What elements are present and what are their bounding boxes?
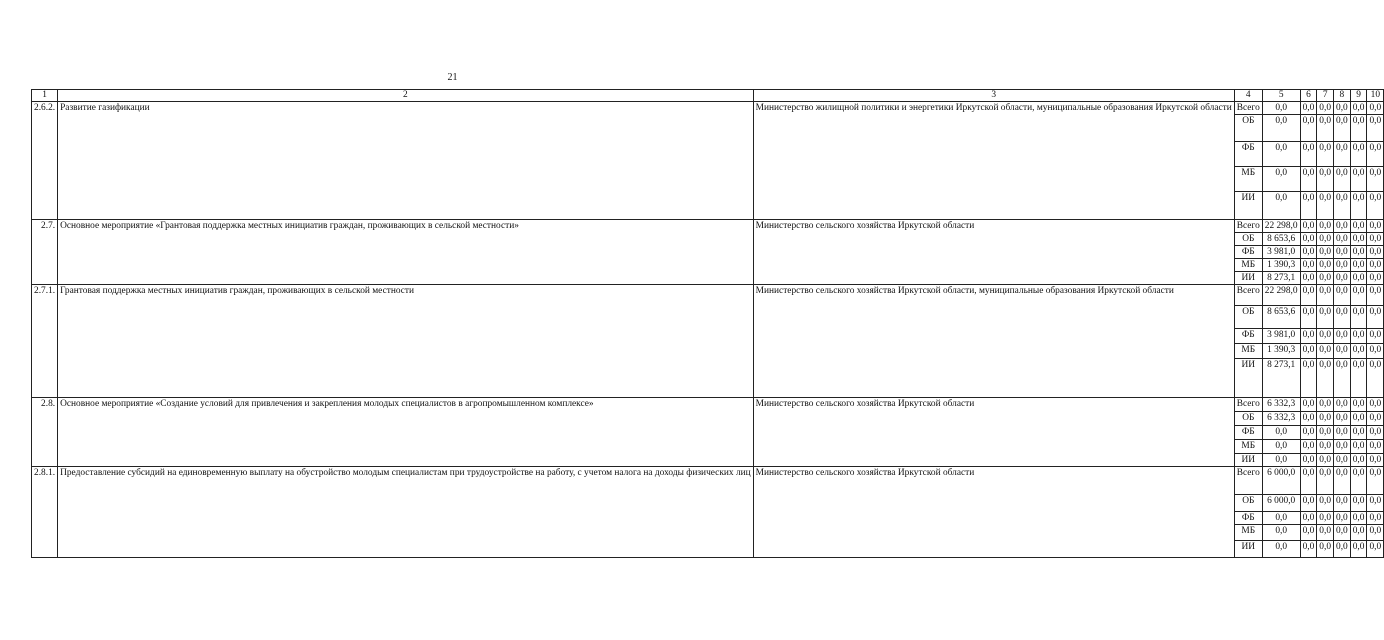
amount-cell: 0,0: [1334, 344, 1351, 359]
funding-source: ОБ: [1234, 233, 1262, 246]
amount-cell: 0,0: [1367, 220, 1384, 233]
amount-cell: 0,0: [1300, 541, 1317, 558]
amount-cell: 0,0: [1262, 541, 1300, 558]
amount-cell: 0,0: [1334, 220, 1351, 233]
amount-cell: 0,0: [1317, 398, 1334, 412]
amount-cell: 0,0: [1300, 412, 1317, 426]
amount-cell: 0,0: [1334, 454, 1351, 467]
amount-cell: 0,0: [1367, 359, 1384, 398]
amount-cell: 0,0: [1367, 454, 1384, 467]
amount-cell: 0,0: [1367, 512, 1384, 525]
amount-cell: 0,0: [1334, 246, 1351, 259]
amount-cell: 6 000,0: [1262, 467, 1300, 495]
amount-cell: 0,0: [1350, 329, 1367, 344]
amount-cell: 0,0: [1317, 512, 1334, 525]
amount-cell: 0,0: [1317, 259, 1334, 272]
amount-cell: 3 981,0: [1262, 246, 1300, 259]
amount-cell: 0,0: [1350, 192, 1367, 220]
amount-cell: 0,0: [1334, 192, 1351, 220]
amount-cell: 0,0: [1367, 467, 1384, 495]
row-code: 2.6.2.: [32, 102, 58, 220]
amount-cell: 0,0: [1367, 272, 1384, 285]
column-header: 10: [1367, 90, 1384, 102]
amount-cell: 0,0: [1350, 467, 1367, 495]
amount-cell: 0,0: [1334, 412, 1351, 426]
amount-cell: 0,0: [1367, 259, 1384, 272]
funding-source: ОБ: [1234, 306, 1262, 329]
column-header: 6: [1300, 90, 1317, 102]
amount-cell: 0,0: [1350, 102, 1367, 115]
funding-source: ОБ: [1234, 115, 1262, 142]
amount-cell: 0,0: [1350, 359, 1367, 398]
amount-cell: 0,0: [1317, 525, 1334, 541]
amount-cell: 0,0: [1300, 512, 1317, 525]
amount-cell: 0,0: [1317, 306, 1334, 329]
amount-cell: 0,0: [1334, 142, 1351, 167]
amount-cell: 0,0: [1317, 167, 1334, 192]
amount-cell: 0,0: [1367, 167, 1384, 192]
amount-cell: 0,0: [1317, 541, 1334, 558]
page-number: 21: [447, 72, 458, 83]
measure-name: Основное мероприятие «Грантовая поддержка местных инициатив граждан, проживающих в сельской местности»: [58, 220, 754, 285]
amount-cell: 0,0: [1300, 440, 1317, 454]
amount-cell: 0,0: [1367, 398, 1384, 412]
amount-cell: 0,0: [1334, 102, 1351, 115]
amount-cell: 0,0: [1334, 541, 1351, 558]
table-row: [32, 398, 1384, 412]
amount-cell: 0,0: [1350, 398, 1367, 412]
amount-cell: 0,0: [1367, 192, 1384, 220]
amount-cell: 0,0: [1367, 285, 1384, 306]
executor-name: Министерство сельского хозяйства Иркутской области: [753, 220, 1234, 285]
amount-cell: 0,0: [1350, 344, 1367, 359]
amount-cell: 0,0: [1300, 467, 1317, 495]
amount-cell: 0,0: [1317, 233, 1334, 246]
amount-cell: 0,0: [1317, 285, 1334, 306]
amount-cell: 0,0: [1262, 115, 1300, 142]
amount-cell: 0,0: [1300, 246, 1317, 259]
column-header: 5: [1262, 90, 1300, 102]
funding-source: МБ: [1234, 167, 1262, 192]
amount-cell: 0,0: [1350, 167, 1367, 192]
amount-cell: 0,0: [1350, 259, 1367, 272]
funding-source: Всего: [1234, 102, 1262, 115]
funding-source: ФБ: [1234, 246, 1262, 259]
amount-cell: 0,0: [1367, 412, 1384, 426]
amount-cell: 8 273,1: [1262, 272, 1300, 285]
amount-cell: 0,0: [1317, 426, 1334, 440]
amount-cell: 6 332,3: [1262, 412, 1300, 426]
column-header: 7: [1317, 90, 1334, 102]
amount-cell: 0,0: [1350, 142, 1367, 167]
amount-cell: 8 653,6: [1262, 306, 1300, 329]
amount-cell: 6 332,3: [1262, 398, 1300, 412]
amount-cell: 8 653,6: [1262, 233, 1300, 246]
funding-source: ОБ: [1234, 495, 1262, 512]
amount-cell: 0,0: [1334, 467, 1351, 495]
funding-source: ИИ: [1234, 359, 1262, 398]
amount-cell: 0,0: [1317, 359, 1334, 398]
amount-cell: 0,0: [1350, 272, 1367, 285]
amount-cell: 0,0: [1300, 525, 1317, 541]
measure-name: Основное мероприятие «Создание условий для привлечения и закрепления молодых специалистов в агропромышленном комплексе»: [58, 398, 754, 467]
amount-cell: 0,0: [1300, 272, 1317, 285]
amount-cell: 0,0: [1317, 440, 1334, 454]
amount-cell: 0,0: [1334, 525, 1351, 541]
amount-cell: 0,0: [1262, 167, 1300, 192]
amount-cell: 0,0: [1317, 467, 1334, 495]
funding-source: Всего: [1234, 467, 1262, 495]
table-header-row: [32, 90, 1384, 102]
column-header: 2: [58, 90, 754, 102]
funding-source: ФБ: [1234, 426, 1262, 440]
amount-cell: 0,0: [1317, 495, 1334, 512]
amount-cell: 0,0: [1300, 495, 1317, 512]
amount-cell: 0,0: [1367, 440, 1384, 454]
amount-cell: 0,0: [1367, 142, 1384, 167]
amount-cell: 22 298,0: [1262, 220, 1300, 233]
amount-cell: 0,0: [1334, 285, 1351, 306]
funding-source: ФБ: [1234, 329, 1262, 344]
amount-cell: 0,0: [1334, 440, 1351, 454]
amount-cell: 0,0: [1262, 142, 1300, 167]
amount-cell: 3 981,0: [1262, 329, 1300, 344]
amount-cell: 0,0: [1367, 426, 1384, 440]
amount-cell: 0,0: [1350, 525, 1367, 541]
funding-source: ФБ: [1234, 142, 1262, 167]
amount-cell: 0,0: [1367, 495, 1384, 512]
funding-source: ФБ: [1234, 512, 1262, 525]
amount-cell: 0,0: [1350, 115, 1367, 142]
amount-cell: 0,0: [1334, 398, 1351, 412]
amount-cell: 0,0: [1317, 115, 1334, 142]
amount-cell: 0,0: [1317, 102, 1334, 115]
funding-source: ОБ: [1234, 412, 1262, 426]
amount-cell: 22 298,0: [1262, 285, 1300, 306]
funding-source: Всего: [1234, 220, 1262, 233]
amount-cell: 0,0: [1300, 285, 1317, 306]
amount-cell: 0,0: [1317, 272, 1334, 285]
table-row: [32, 285, 1384, 306]
amount-cell: 0,0: [1367, 329, 1384, 344]
amount-cell: 0,0: [1262, 512, 1300, 525]
amount-cell: 0,0: [1300, 192, 1317, 220]
amount-cell: 0,0: [1350, 306, 1367, 329]
amount-cell: 0,0: [1334, 259, 1351, 272]
amount-cell: 0,0: [1367, 344, 1384, 359]
amount-cell: 0,0: [1317, 344, 1334, 359]
amount-cell: 0,0: [1334, 167, 1351, 192]
amount-cell: 0,0: [1300, 398, 1317, 412]
table-row: [32, 102, 1384, 115]
funding-source: МБ: [1234, 344, 1262, 359]
executor-name: Министерство сельского хозяйства Иркутской области: [753, 398, 1234, 467]
funding-source: МБ: [1234, 440, 1262, 454]
amount-cell: 0,0: [1350, 426, 1367, 440]
measure-name: Грантовая поддержка местных инициатив граждан, проживающих в сельской местности: [58, 285, 754, 398]
amount-cell: 0,0: [1317, 329, 1334, 344]
funding-source: Всего: [1234, 285, 1262, 306]
executor-name: Министерство сельского хозяйства Иркутской области, муниципальные образования Иркутской области: [753, 285, 1234, 398]
funding-source: ИИ: [1234, 272, 1262, 285]
funding-source: ИИ: [1234, 192, 1262, 220]
amount-cell: 0,0: [1300, 233, 1317, 246]
amount-cell: 0,0: [1300, 426, 1317, 440]
funding-source: ИИ: [1234, 454, 1262, 467]
amount-cell: 0,0: [1367, 115, 1384, 142]
column-header: 1: [32, 90, 58, 102]
table-body: [32, 102, 1384, 558]
amount-cell: 0,0: [1300, 167, 1317, 192]
amount-cell: 0,0: [1262, 102, 1300, 115]
amount-cell: 0,0: [1367, 525, 1384, 541]
amount-cell: 0,0: [1300, 102, 1317, 115]
row-code: 2.7.: [32, 220, 58, 285]
executor-name: Министерство сельского хозяйства Иркутской области: [753, 467, 1234, 558]
amount-cell: 0,0: [1262, 192, 1300, 220]
amount-cell: 0,0: [1334, 306, 1351, 329]
amount-cell: 1 390,3: [1262, 344, 1300, 359]
amount-cell: 0,0: [1334, 359, 1351, 398]
amount-cell: 0,0: [1300, 259, 1317, 272]
funding-source: МБ: [1234, 259, 1262, 272]
amount-cell: 0,0: [1300, 359, 1317, 398]
amount-cell: 0,0: [1300, 306, 1317, 329]
budget-table: [31, 89, 1384, 558]
amount-cell: 0,0: [1300, 220, 1317, 233]
amount-cell: 0,0: [1317, 220, 1334, 233]
amount-cell: 0,0: [1317, 454, 1334, 467]
amount-cell: 0,0: [1350, 495, 1367, 512]
amount-cell: 0,0: [1300, 329, 1317, 344]
amount-cell: 0,0: [1262, 454, 1300, 467]
amount-cell: 8 273,1: [1262, 359, 1300, 398]
amount-cell: 0,0: [1334, 512, 1351, 525]
amount-cell: 0,0: [1262, 440, 1300, 454]
amount-cell: 0,0: [1367, 102, 1384, 115]
row-code: 2.8.1.: [32, 467, 58, 558]
funding-source: ИИ: [1234, 541, 1262, 558]
amount-cell: 0,0: [1334, 495, 1351, 512]
amount-cell: 0,0: [1334, 115, 1351, 142]
amount-cell: 0,0: [1367, 541, 1384, 558]
amount-cell: 0,0: [1350, 512, 1367, 525]
measure-name: Развитие газификации: [58, 102, 754, 220]
column-header: 8: [1334, 90, 1351, 102]
amount-cell: 0,0: [1300, 344, 1317, 359]
executor-name: Министерство жилищной политики и энергетики Иркутской области, муниципальные образования Иркутской области: [753, 102, 1234, 220]
amount-cell: 0,0: [1317, 412, 1334, 426]
amount-cell: 0,0: [1334, 233, 1351, 246]
amount-cell: 0,0: [1367, 306, 1384, 329]
column-header: 9: [1350, 90, 1367, 102]
amount-cell: 0,0: [1350, 246, 1367, 259]
funding-source: Всего: [1234, 398, 1262, 412]
amount-cell: 0,0: [1350, 541, 1367, 558]
amount-cell: 0,0: [1350, 220, 1367, 233]
amount-cell: 0,0: [1350, 285, 1367, 306]
measure-name: Предоставление субсидий на единовременную выплату на обустройство молодым специалистам при трудоустройстве на работу, с учетом налога на доходы физических лиц: [58, 467, 754, 558]
amount-cell: 0,0: [1317, 142, 1334, 167]
amount-cell: 0,0: [1350, 233, 1367, 246]
amount-cell: 0,0: [1350, 440, 1367, 454]
amount-cell: 0,0: [1317, 192, 1334, 220]
amount-cell: 0,0: [1334, 329, 1351, 344]
amount-cell: 0,0: [1334, 426, 1351, 440]
amount-cell: 0,0: [1367, 246, 1384, 259]
table-row: [32, 220, 1384, 233]
row-code: 2.8.: [32, 398, 58, 467]
amount-cell: 0,0: [1300, 115, 1317, 142]
amount-cell: 0,0: [1350, 412, 1367, 426]
column-header: 3: [753, 90, 1234, 102]
amount-cell: 0,0: [1317, 246, 1334, 259]
amount-cell: 0,0: [1334, 272, 1351, 285]
amount-cell: 0,0: [1300, 454, 1317, 467]
row-code: 2.7.1.: [32, 285, 58, 398]
amount-cell: 0,0: [1262, 525, 1300, 541]
amount-cell: 6 000,0: [1262, 495, 1300, 512]
amount-cell: 0,0: [1350, 454, 1367, 467]
amount-cell: 1 390,3: [1262, 259, 1300, 272]
amount-cell: 0,0: [1300, 142, 1317, 167]
amount-cell: 0,0: [1262, 426, 1300, 440]
amount-cell: 0,0: [1367, 233, 1384, 246]
column-header: 4: [1234, 90, 1262, 102]
table-row: [32, 467, 1384, 495]
funding-source: МБ: [1234, 525, 1262, 541]
